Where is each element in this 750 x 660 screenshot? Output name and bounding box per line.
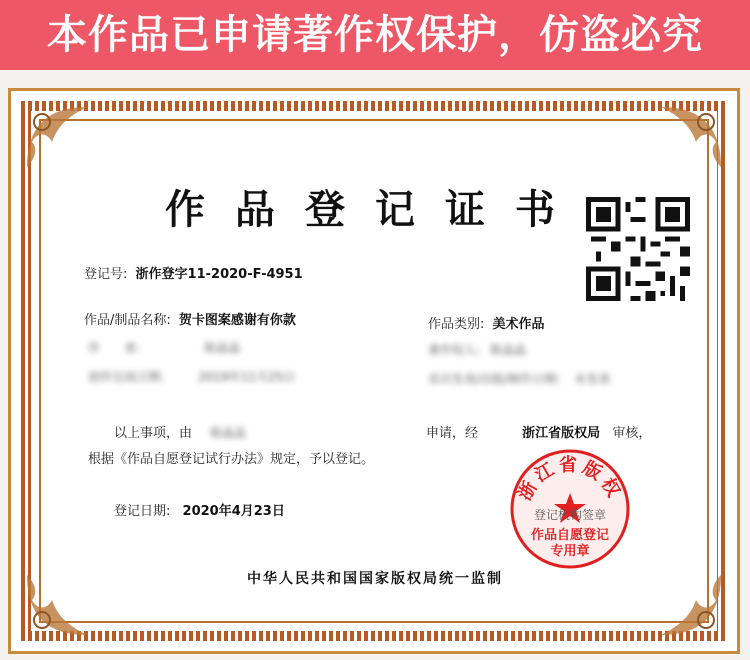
statement-line-2: 根据《作品自愿登记试行办法》规定，予以登记。: [88, 452, 375, 467]
certificate-title: 作品登记证书: [165, 186, 585, 233]
statement-prefix: 以上事项，由: [114, 426, 193, 441]
publication-date-row: [428, 370, 610, 387]
owner-value: 陈晶晶: [490, 343, 527, 357]
work-type-row: [428, 313, 545, 332]
statement-review: 审核，: [612, 426, 652, 441]
statement-applicant: 陈晶晶: [210, 426, 247, 440]
seal-arc-text: 浙江省版权: [514, 455, 626, 505]
creation-date-row: [88, 368, 295, 385]
issuer-footer: 中华人民共和国国家版权局统一监制: [247, 571, 503, 587]
owner-row: [428, 341, 526, 358]
qr-code: [586, 197, 690, 301]
registration-date-row: [114, 500, 285, 519]
registration-number-label: 登记号:: [84, 267, 128, 282]
seal-line-2: 专用章: [550, 544, 590, 559]
author-value: 陈晶晶: [204, 341, 241, 355]
work-name-label: 作品/制品名称:: [84, 313, 171, 328]
seal-signature-label: 登记机构签章: [533, 508, 607, 522]
official-seal: [508, 447, 632, 571]
work-name-row: [84, 309, 296, 328]
corner-ornament-top-right: [651, 97, 731, 177]
publication-date-label: 首次发表/出版/制作日期:: [428, 372, 561, 386]
statement-organization: 浙江省版权局: [522, 426, 601, 441]
statement-line-1-right: [426, 422, 651, 441]
creation-date-value: 2019年11月25日: [198, 370, 296, 384]
statement-apply: 申请，经: [426, 426, 479, 441]
author-label: 作 者:: [88, 341, 141, 355]
work-type-label: 作品类别:: [428, 317, 485, 332]
registration-number-value: 浙作登字11-2020-F-4951: [135, 267, 303, 282]
statement-line-1-left: [114, 422, 246, 441]
publication-date-value: 未发表: [574, 372, 611, 386]
corner-ornament-top-left: [17, 97, 97, 177]
work-name-value: 贺卡图案感谢有你款: [178, 313, 296, 328]
creation-date-label: 创作完成日期:: [88, 370, 165, 384]
work-type-value: 美术作品: [492, 317, 545, 332]
registration-date-label: 登记日期:: [114, 504, 171, 519]
author-row: [88, 339, 240, 356]
seal-line-1: 作品自愿登记: [530, 528, 610, 543]
banner-title: 本作品已申请著作权保护，仿盗必究: [0, 0, 750, 70]
registration-date-value: 2020年4月23日: [182, 504, 285, 519]
registration-number-row: [84, 263, 303, 282]
owner-label: 著作权人:: [428, 343, 481, 357]
